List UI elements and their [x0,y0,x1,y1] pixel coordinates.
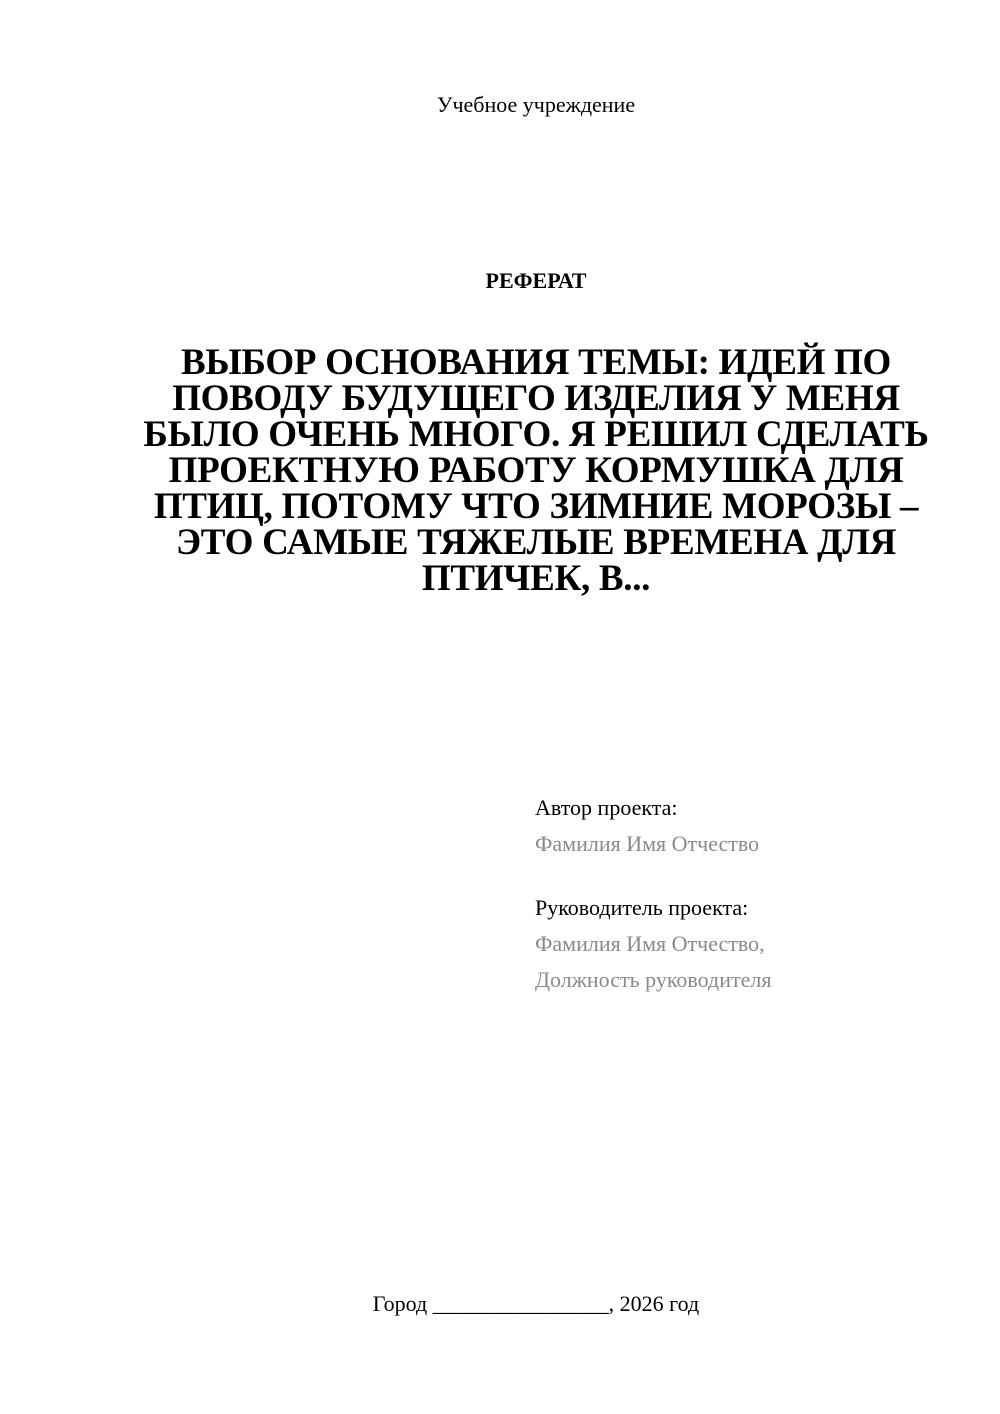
project-info-block [535,790,975,998]
document-topic: ВЫБОР ОСНОВАНИЯ ТЕМЫ: ИДЕЙ ПО ПОВОДУ БУДУЩЕГО ИЗДЕЛИЯ У МЕНЯ БЫЛО ОЧЕНЬ МНОГО. Я РЕШИЛ СДЕЛАТЬ ПРОЕКТНУЮ РАБОТУ КОРМУШКА ДЛЯ ПТИЦ, ПОТОМУ ЧТО ЗИМНИЕ МОРОЗЫ – ЭТО САМЫЕ ТЯЖЕЛЫЕ ВРЕМЕНА ДЛЯ ПТИЧЕК, В... [143,342,929,599]
institution-name: Учебное учреждение [436,92,636,117]
supervisor-label: Руководитель проекта: [535,895,749,920]
city-year-line: Город ________________, 2026 год [372,1291,700,1316]
document-type: РЕФЕРАТ [485,268,587,293]
supervisor-name: Фамилия Имя Отчество, [535,931,765,956]
info-spacer [535,862,975,890]
author-name: Фамилия Имя Отчество [535,831,760,856]
supervisor-position: Должность руководителя [535,967,772,992]
author-label: Автор проекта: [535,795,678,820]
